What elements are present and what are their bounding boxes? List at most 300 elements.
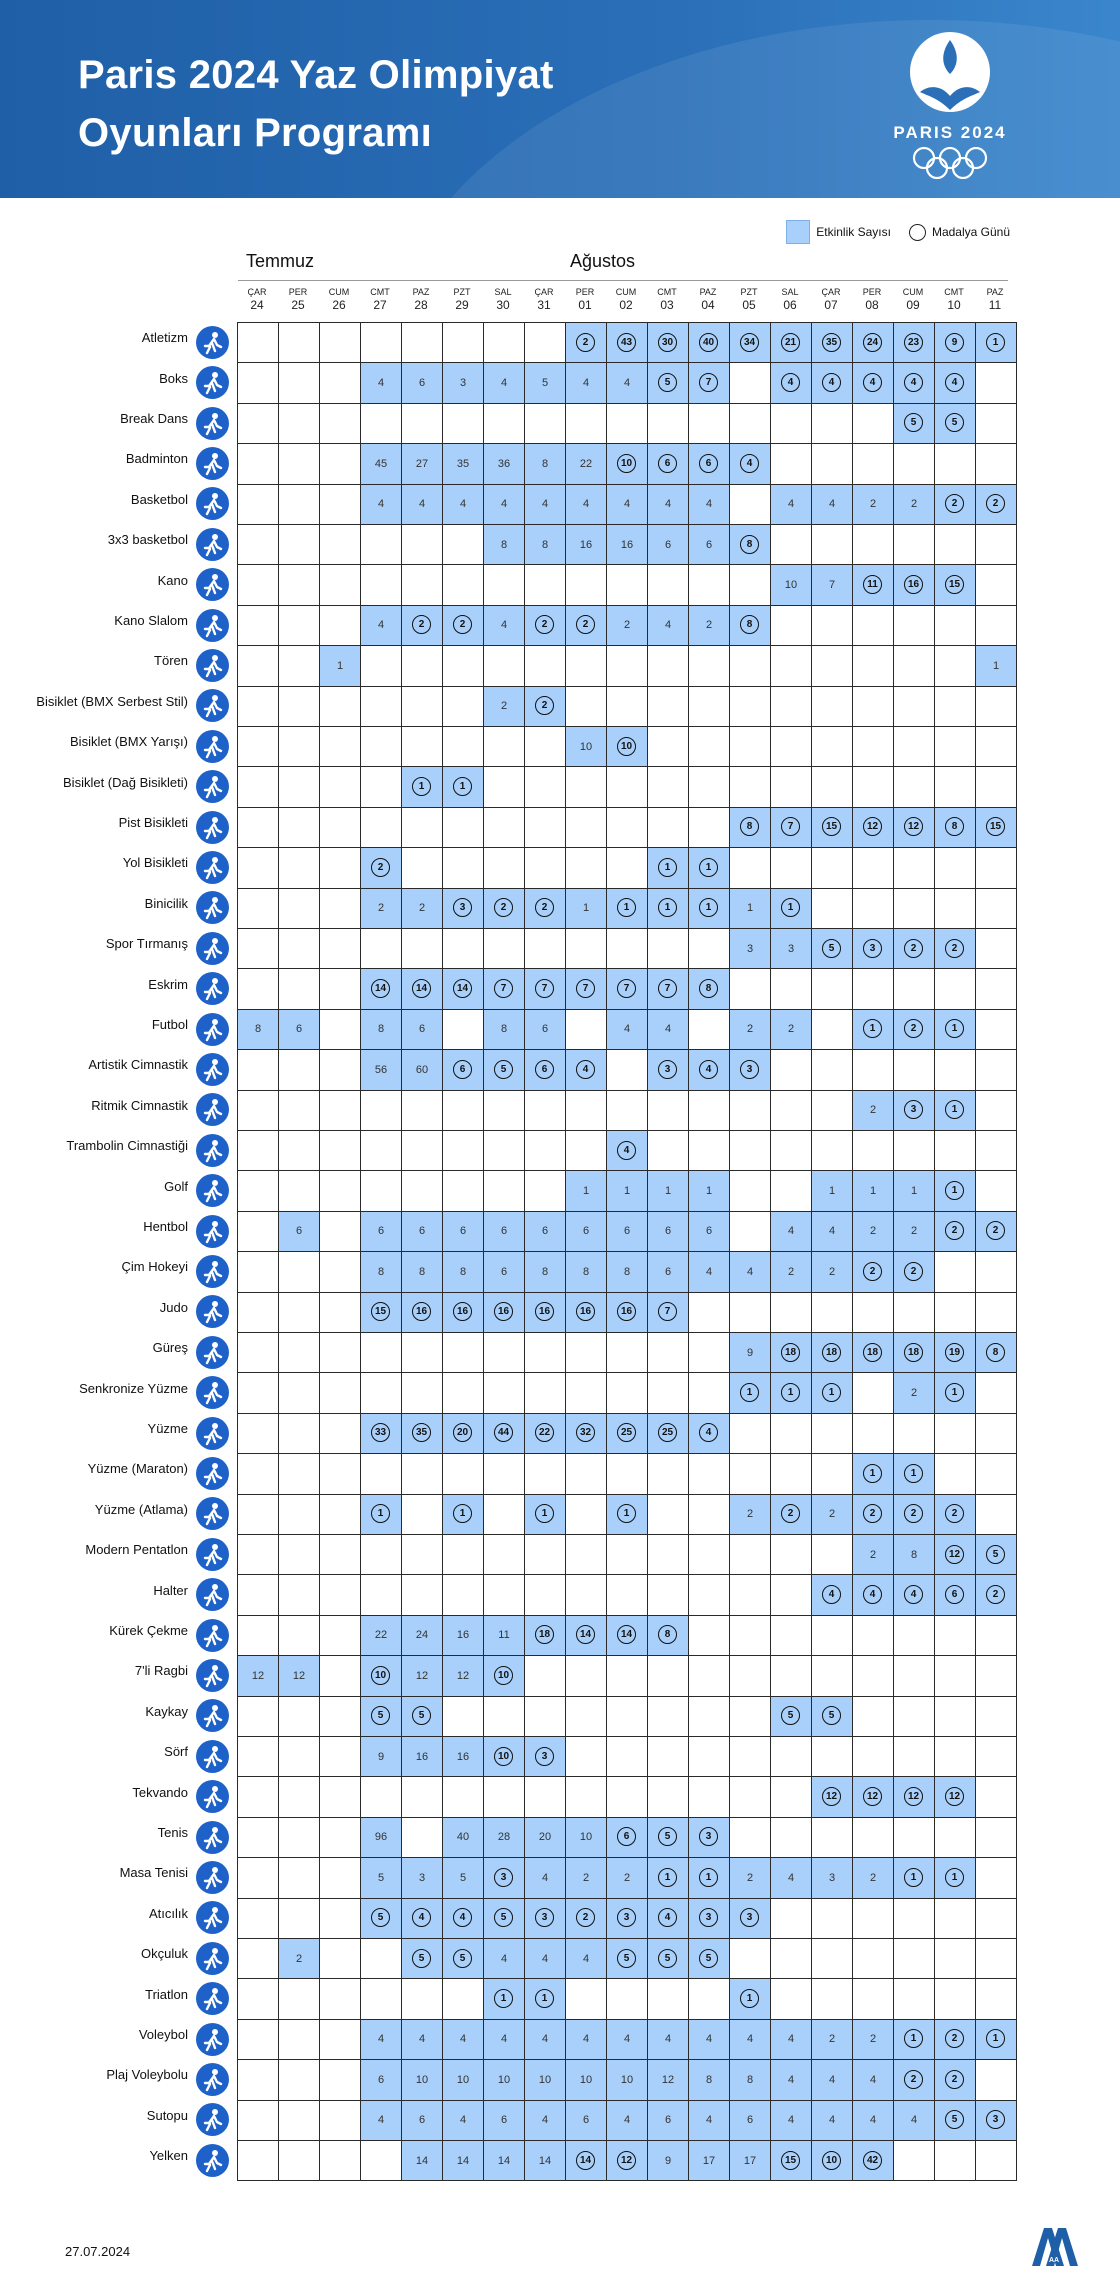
schedule-cell-voleybol-30	[483, 2019, 525, 2060]
schedule-cell-pist-bisikleti-04	[688, 807, 730, 848]
sport-name-eskrim: Eskrim	[148, 976, 188, 992]
event-count: 8	[254, 1023, 262, 1036]
medal-day-count: 4	[576, 1060, 595, 1079]
schedule-cell-basketbol-05	[729, 484, 771, 525]
schedule-cell-triatlon-08	[852, 1978, 894, 2019]
schedule-cell-kurek-cekme-05	[729, 1615, 771, 1656]
schedule-cell-tekvando-27	[360, 1776, 402, 1817]
event-count: 4	[828, 2073, 836, 2086]
sport-name-trambolin-cimnastigi: Trambolin Cimnastiği	[66, 1138, 188, 1154]
schedule-cell-yuzme-maraton-07	[811, 1453, 853, 1494]
schedule-cell-kaykay-26	[319, 1696, 361, 1737]
schedule-cell-sutopu-11	[975, 2100, 1017, 2141]
day-header-09	[893, 287, 933, 312]
schedule-cell-basketbol-01	[565, 484, 607, 525]
schedule-cell-cim-hokeyi-28	[401, 1251, 443, 1292]
event-count: 10	[456, 2073, 470, 2086]
medal-day-count: 4	[945, 373, 964, 392]
event-count: 4	[828, 2114, 836, 2127]
event-count: 4	[623, 377, 631, 390]
schedule-cell-trambolin-cimnastigi-03	[647, 1130, 689, 1171]
medal-day-count: 10	[617, 737, 636, 756]
medal-day-count: 25	[658, 1423, 677, 1442]
schedule-cell-sorf-01	[565, 1736, 607, 1777]
schedule-cell-binicilik-01	[565, 888, 607, 929]
schedule-cell-yelken-09	[893, 2140, 935, 2181]
day-header-11	[975, 287, 1015, 312]
schedule-cell-kaykay-11	[975, 1696, 1017, 1737]
day-header-02	[606, 287, 646, 312]
schedule-cell-7-li-ragbi-27	[360, 1655, 402, 1696]
schedule-cell-break-dans-04	[688, 403, 730, 444]
schedule-cell-toren-08	[852, 645, 894, 686]
event-count: 4	[705, 498, 713, 511]
schedule-cell-hentbol-10	[934, 1211, 976, 1252]
event-count: 6	[582, 1225, 590, 1238]
day-of-week-label: CUM	[328, 287, 350, 297]
schedule-cell-badminton-11	[975, 443, 1017, 484]
schedule-cell-badminton-24	[237, 443, 279, 484]
badminton-icon	[196, 447, 229, 480]
medal-day-count: 4	[412, 1908, 431, 1927]
schedule-cell-yuzme-maraton-01	[565, 1453, 607, 1494]
event-count: 6	[500, 1225, 508, 1238]
event-count: 3	[459, 377, 467, 390]
medal-day-count: 2	[986, 1585, 1005, 1604]
schedule-cell-yol-bisikleti-06	[770, 847, 812, 888]
schedule-cell-yuzme-maraton-08	[852, 1453, 894, 1494]
schedule-cell-bisiklet-dag-bisikleti-29	[442, 766, 484, 807]
schedule-cell-gures-29	[442, 1332, 484, 1373]
schedule-cell-voleybol-09	[893, 2019, 935, 2060]
schedule-cell-kurek-cekme-07	[811, 1615, 853, 1656]
schedule-cell-tekvando-05	[729, 1776, 771, 1817]
schedule-cell-yuzme-maraton-06	[770, 1453, 812, 1494]
medal-day-count: 14	[371, 979, 390, 998]
medal-day-count: 1	[904, 1464, 923, 1483]
schedule-cell-pist-bisikleti-08	[852, 807, 894, 848]
schedule-cell-voleybol-25	[278, 2019, 320, 2060]
schedule-cell-hentbol-04	[688, 1211, 730, 1252]
schedule-cell-atletizm-09	[893, 322, 935, 363]
schedule-cell-modern-pentatlon-08	[852, 1534, 894, 1575]
schedule-cell-pist-bisikleti-28	[401, 807, 443, 848]
rugby-sevens-icon	[196, 1659, 229, 1692]
schedule-cell-cim-hokeyi-09	[893, 1251, 935, 1292]
medal-day-count: 2	[576, 615, 595, 634]
schedule-cell-sorf-27	[360, 1736, 402, 1777]
schedule-cell-golf-08	[852, 1170, 894, 1211]
schedule-cell-trambolin-cimnastigi-02	[606, 1130, 648, 1171]
schedule-cell-7-li-ragbi-29	[442, 1655, 484, 1696]
medal-day-count: 12	[863, 1787, 882, 1806]
schedule-cell-yelken-26	[319, 2140, 361, 2181]
event-count: 4	[746, 1265, 754, 1278]
schedule-cell-kurek-cekme-01	[565, 1615, 607, 1656]
football-icon	[196, 1013, 229, 1046]
event-count: 10	[579, 2073, 593, 2086]
schedule-cell-kano-09	[893, 564, 935, 605]
event-count: 12	[292, 1669, 306, 1682]
schedule-cell-toren-30	[483, 645, 525, 686]
schedule-cell-artistik-cimnastik-28	[401, 1049, 443, 1090]
medal-day-count: 8	[740, 535, 759, 554]
schedule-cell-trambolin-cimnastigi-07	[811, 1130, 853, 1171]
event-count: 12	[251, 1669, 265, 1682]
schedule-cell-kano-26	[319, 564, 361, 605]
schedule-cell-break-dans-30	[483, 403, 525, 444]
medal-day-count: 2	[576, 333, 595, 352]
diving-icon	[196, 1497, 229, 1530]
event-count: 22	[579, 457, 593, 470]
sport-name-kaykay: Kaykay	[145, 1703, 188, 1719]
schedule-cell-aticilik-27	[360, 1898, 402, 1939]
schedule-cell-yol-bisikleti-28	[401, 847, 443, 888]
schedule-cell-senkronize-yuzme-29	[442, 1372, 484, 1413]
schedule-cell-okculuk-31	[524, 1938, 566, 1979]
schedule-cell-toren-06	[770, 645, 812, 686]
sport-name-bisiklet-bmx-serbest-stil: Bisiklet (BMX Serbest Stil)	[36, 693, 188, 709]
schedule-cell-kano-slalom-04	[688, 605, 730, 646]
schedule-cell-spor-tirmanis-01	[565, 928, 607, 969]
bmx-racing-icon	[196, 730, 229, 763]
day-header-26	[319, 287, 359, 312]
schedule-cell-pist-bisikleti-09	[893, 807, 935, 848]
schedule-cell-judo-02	[606, 1292, 648, 1333]
schedule-cell-break-dans-11	[975, 403, 1017, 444]
event-count: 8	[541, 457, 549, 470]
medal-day-count: 4	[863, 373, 882, 392]
schedule-cell-kaykay-27	[360, 1696, 402, 1737]
schedule-cell-sutopu-07	[811, 2100, 853, 2141]
sport-name-toren: Tören	[154, 653, 188, 669]
schedule-cell-bisiklet-bmx-yarisi-28	[401, 726, 443, 767]
schedule-cell-voleybol-10	[934, 2019, 976, 2060]
schedule-cell-spor-tirmanis-26	[319, 928, 361, 969]
event-count: 2	[705, 619, 713, 632]
sport-name-bisiklet-dag-bisikleti: Bisiklet (Dağ Bisikleti)	[63, 774, 188, 790]
schedule-cell-7-li-ragbi-28	[401, 1655, 443, 1696]
day-number-label: 31	[537, 298, 551, 312]
medal-day-count: 12	[863, 817, 882, 836]
triathlon-icon	[196, 1982, 229, 2015]
schedule-cell-break-dans-27	[360, 403, 402, 444]
schedule-cell-voleybol-06	[770, 2019, 812, 2060]
legend-medal-circle-icon	[909, 224, 926, 241]
schedule-cell-atletizm-06	[770, 322, 812, 363]
schedule-cell-senkronize-yuzme-01	[565, 1372, 607, 1413]
sport-name-kurek-cekme: Kürek Çekme	[109, 1623, 188, 1638]
medal-day-count: 2	[863, 1262, 882, 1281]
schedule-cell-basketbol-29	[442, 484, 484, 525]
medal-day-count: 1	[658, 858, 677, 877]
schedule-cell-pist-bisikleti-07	[811, 807, 853, 848]
schedule-cell-golf-30	[483, 1170, 525, 1211]
event-count: 1	[582, 902, 590, 915]
schedule-cell-pist-bisikleti-31	[524, 807, 566, 848]
schedule-cell-eskrim-27	[360, 968, 402, 1009]
schedule-cell-artistik-cimnastik-08	[852, 1049, 894, 1090]
schedule-cell-bisiklet-dag-bisikleti-01	[565, 766, 607, 807]
schedule-cell-artistik-cimnastik-24	[237, 1049, 279, 1090]
medal-day-count: 24	[863, 333, 882, 352]
schedule-cell-kurek-cekme-30	[483, 1615, 525, 1656]
schedule-cell-atletizm-29	[442, 322, 484, 363]
event-count: 4	[377, 619, 385, 632]
schedule-cell-bisiklet-bmx-yarisi-09	[893, 726, 935, 767]
schedule-cell-cim-hokeyi-11	[975, 1251, 1017, 1292]
medal-day-count: 4	[453, 1908, 472, 1927]
medal-day-count: 3	[658, 1060, 677, 1079]
day-number-label: 25	[291, 298, 305, 312]
schedule-cell-badminton-06	[770, 443, 812, 484]
schedule-cell-boks-01	[565, 362, 607, 403]
judo-icon	[196, 1295, 229, 1328]
schedule-cell-badminton-07	[811, 443, 853, 484]
medal-day-count: 1	[904, 1868, 923, 1887]
medal-day-count: 10	[494, 1666, 513, 1685]
medal-day-count: 1	[945, 1868, 964, 1887]
schedule-cell-gures-31	[524, 1332, 566, 1373]
schedule-cell-ritmik-cimnastik-29	[442, 1090, 484, 1131]
schedule-cell-sutopu-26	[319, 2100, 361, 2141]
schedule-cell-bisiklet-bmx-serbest-stil-26	[319, 686, 361, 727]
medal-day-count: 7	[658, 1302, 677, 1321]
schedule-cell-bisiklet-bmx-serbest-stil-08	[852, 686, 894, 727]
legend	[786, 220, 1010, 244]
schedule-cell-yuzme-02	[606, 1413, 648, 1454]
schedule-cell-senkronize-yuzme-11	[975, 1372, 1017, 1413]
schedule-cell-yol-bisikleti-02	[606, 847, 648, 888]
schedule-cell-break-dans-31	[524, 403, 566, 444]
title-line-1: Paris 2024 Yaz Olimpiyat	[78, 53, 554, 97]
schedule-cell-tekvando-09	[893, 1776, 935, 1817]
sport-name-tenis: Tenis	[157, 1825, 188, 1840]
medal-day-count: 43	[617, 333, 636, 352]
day-header-29	[442, 287, 482, 312]
schedule-cell-artistik-cimnastik-04	[688, 1049, 730, 1090]
medal-day-count: 4	[863, 1585, 882, 1604]
schedule-cell-bisiklet-bmx-serbest-stil-04	[688, 686, 730, 727]
schedule-cell-spor-tirmanis-08	[852, 928, 894, 969]
schedule-cell-badminton-09	[893, 443, 935, 484]
medal-day-count: 1	[658, 898, 677, 917]
sport-name-kano-slalom: Kano Slalom	[114, 613, 188, 628]
medal-day-count: 3	[617, 1908, 636, 1927]
schedule-cell-yelken-27	[360, 2140, 402, 2181]
sport-name-triatlon: Triatlon	[145, 1986, 188, 2002]
schedule-cell-senkronize-yuzme-10	[934, 1372, 976, 1413]
medal-day-count: 2	[904, 2070, 923, 2089]
schedule-cell-sutopu-28	[401, 2100, 443, 2141]
schedule-cell-binicilik-02	[606, 888, 648, 929]
schedule-cell-boks-03	[647, 362, 689, 403]
schedule-cell-pist-bisikleti-25	[278, 807, 320, 848]
schedule-cell-plaj-voleybolu-06	[770, 2059, 812, 2100]
event-count: 4	[787, 1225, 795, 1238]
event-count: 8	[377, 1265, 385, 1278]
medal-day-count: 2	[494, 898, 513, 917]
medal-day-count: 35	[822, 333, 841, 352]
schedule-cell-toren-04	[688, 645, 730, 686]
day-number-label: 29	[455, 298, 469, 312]
sport-name-badminton: Badminton	[125, 451, 188, 467]
schedule-cell-plaj-voleybolu-31	[524, 2059, 566, 2100]
schedule-cell-kano-24	[237, 564, 279, 605]
schedule-cell-plaj-voleybolu-02	[606, 2059, 648, 2100]
schedule-cell-tenis-24	[237, 1817, 279, 1858]
schedule-cell-7-li-ragbi-09	[893, 1655, 935, 1696]
schedule-cell-yelken-04	[688, 2140, 730, 2181]
event-count: 3	[828, 1871, 836, 1884]
medal-day-count: 3	[453, 898, 472, 917]
schedule-cell-yuzme-atlama-10	[934, 1494, 976, 1535]
schedule-cell-futbol-26	[319, 1009, 361, 1050]
sport-name-7-li-ragbi: 7'li Ragbi	[134, 1663, 188, 1679]
medal-day-count: 3	[535, 1908, 554, 1927]
schedule-cell-yuzme-maraton-30	[483, 1453, 525, 1494]
schedule-cell-kano-27	[360, 564, 402, 605]
medal-day-count: 5	[494, 1060, 513, 1079]
schedule-cell-judo-24	[237, 1292, 279, 1333]
schedule-cell-judo-25	[278, 1292, 320, 1333]
schedule-cell-modern-pentatlon-02	[606, 1534, 648, 1575]
medal-day-count: 1	[453, 1504, 472, 1523]
schedule-cell-trambolin-cimnastigi-31	[524, 1130, 566, 1171]
schedule-cell-gures-08	[852, 1332, 894, 1373]
schedule-cell-masa-tenisi-04	[688, 1857, 730, 1898]
schedule-cell-spor-tirmanis-04	[688, 928, 730, 969]
schedule-cell-sutopu-27	[360, 2100, 402, 2141]
schedule-cell-kurek-cekme-24	[237, 1615, 279, 1656]
schedule-cell-cim-hokeyi-24	[237, 1251, 279, 1292]
schedule-cell-badminton-01	[565, 443, 607, 484]
schedule-cell-futbol-03	[647, 1009, 689, 1050]
schedule-cell-bisiklet-bmx-serbest-stil-11	[975, 686, 1017, 727]
event-count: 1	[582, 1185, 590, 1198]
schedule-cell-plaj-voleybolu-08	[852, 2059, 894, 2100]
sport-name-yelken: Yelken	[149, 2148, 188, 2164]
schedule-cell-bisiklet-bmx-yarisi-11	[975, 726, 1017, 767]
schedule-cell-kano-28	[401, 564, 443, 605]
schedule-cell-trambolin-cimnastigi-10	[934, 1130, 976, 1171]
medal-day-count: 11	[863, 575, 882, 594]
schedule-cell-binicilik-31	[524, 888, 566, 929]
medal-day-count: 6	[699, 454, 718, 473]
medal-day-count: 1	[945, 1181, 964, 1200]
schedule-cell-boks-06	[770, 362, 812, 403]
schedule-cell-yelken-08	[852, 2140, 894, 2181]
schedule-cell-spor-tirmanis-02	[606, 928, 648, 969]
schedule-cell-okculuk-27	[360, 1938, 402, 1979]
day-header-25	[278, 287, 318, 312]
schedule-cell-basketbol-03	[647, 484, 689, 525]
event-count: 4	[828, 1225, 836, 1238]
event-count: 4	[500, 498, 508, 511]
aa-logo-icon	[1030, 2222, 1078, 2268]
medal-day-count: 1	[494, 1989, 513, 2008]
schedule-cell-yol-bisikleti-04	[688, 847, 730, 888]
event-count: 14	[456, 2154, 470, 2167]
schedule-cell-tekvando-07	[811, 1776, 853, 1817]
event-count: 6	[377, 1225, 385, 1238]
event-count: 8	[459, 1265, 467, 1278]
schedule-cell-modern-pentatlon-04	[688, 1534, 730, 1575]
schedule-cell-atletizm-03	[647, 322, 689, 363]
schedule-cell-triatlon-28	[401, 1978, 443, 2019]
schedule-cell-yelken-03	[647, 2140, 689, 2181]
schedule-cell-golf-24	[237, 1170, 279, 1211]
schedule-cell-modern-pentatlon-29	[442, 1534, 484, 1575]
schedule-cell-3x3-basketbol-26	[319, 524, 361, 565]
schedule-cell-futbol-28	[401, 1009, 443, 1050]
bmx-freestyle-icon	[196, 689, 229, 722]
medal-day-count: 23	[904, 333, 923, 352]
schedule-cell-boks-10	[934, 362, 976, 403]
schedule-cell-cim-hokeyi-26	[319, 1251, 361, 1292]
schedule-cell-bisiklet-dag-bisikleti-27	[360, 766, 402, 807]
schedule-cell-yuzme-maraton-28	[401, 1453, 443, 1494]
schedule-cell-futbol-30	[483, 1009, 525, 1050]
medal-day-count: 2	[863, 1504, 882, 1523]
schedule-cell-sutopu-04	[688, 2100, 730, 2141]
schedule-cell-hentbol-03	[647, 1211, 689, 1252]
taekwondo-icon	[196, 1780, 229, 1813]
event-count: 4	[377, 498, 385, 511]
medal-day-count: 2	[904, 1262, 923, 1281]
event-count: 6	[418, 2114, 426, 2127]
schedule-cell-plaj-voleybolu-09	[893, 2059, 935, 2100]
schedule-cell-badminton-03	[647, 443, 689, 484]
schedule-cell-sorf-30	[483, 1736, 525, 1777]
event-count: 2	[746, 1508, 754, 1521]
schedule-cell-7-li-ragbi-02	[606, 1655, 648, 1696]
schedule-cell-kano-30	[483, 564, 525, 605]
schedule-cell-tekvando-11	[975, 1776, 1017, 1817]
schedule-cell-hentbol-31	[524, 1211, 566, 1252]
schedule-cell-toren-10	[934, 645, 976, 686]
water-polo-icon	[196, 2103, 229, 2136]
schedule-cell-eskrim-25	[278, 968, 320, 1009]
schedule-cell-basketbol-09	[893, 484, 935, 525]
schedule-cell-eskrim-11	[975, 968, 1017, 1009]
medal-day-count: 2	[535, 696, 554, 715]
trampoline-icon	[196, 1134, 229, 1167]
schedule-cell-yuzme-maraton-26	[319, 1453, 361, 1494]
schedule-cell-yuzme-24	[237, 1413, 279, 1454]
day-header-31	[524, 287, 564, 312]
schedule-cell-aticilik-02	[606, 1898, 648, 1939]
schedule-cell-boks-05	[729, 362, 771, 403]
medal-day-count: 1	[535, 1504, 554, 1523]
schedule-cell-kano-slalom-27	[360, 605, 402, 646]
schedule-cell-toren-31	[524, 645, 566, 686]
schedule-cell-kano-11	[975, 564, 1017, 605]
schedule-cell-ritmik-cimnastik-10	[934, 1090, 976, 1131]
schedule-cell-sutopu-06	[770, 2100, 812, 2141]
schedule-cell-atletizm-27	[360, 322, 402, 363]
schedule-cell-aticilik-26	[319, 1898, 361, 1939]
medal-day-count: 32	[576, 1423, 595, 1442]
schedule-cell-ritmik-cimnastik-24	[237, 1090, 279, 1131]
schedule-cell-futbol-24	[237, 1009, 279, 1050]
event-count: 1	[910, 1185, 918, 1198]
day-number-label: 07	[824, 298, 838, 312]
schedule-cell-atletizm-24	[237, 322, 279, 363]
medal-day-count: 1	[699, 1868, 718, 1887]
schedule-cell-trambolin-cimnastigi-26	[319, 1130, 361, 1171]
medal-day-count: 6	[617, 1827, 636, 1846]
